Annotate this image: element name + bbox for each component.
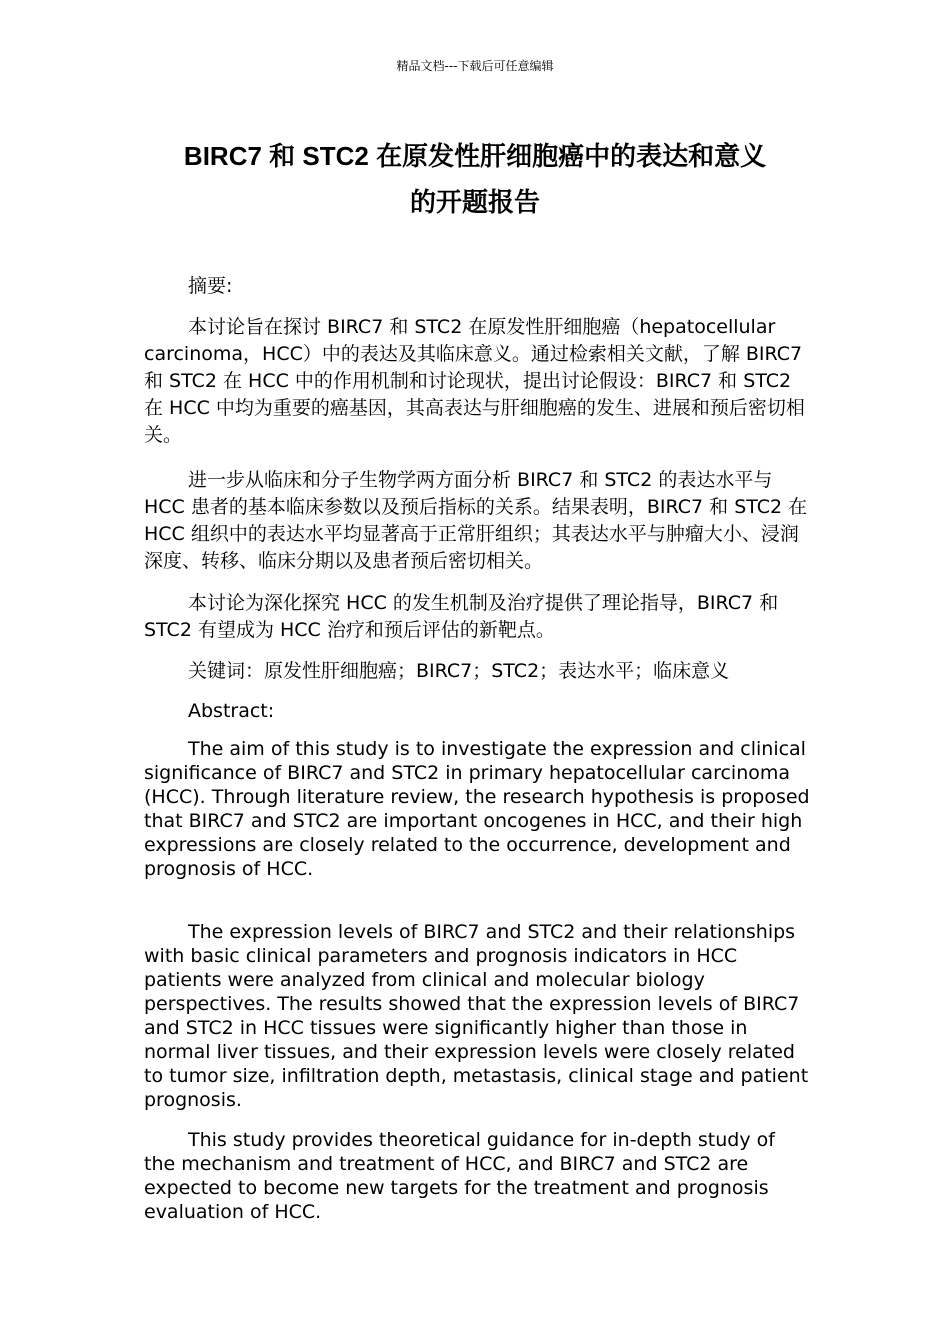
abstract-cn-paragraph-3: 本讨论为深化探究 HCC 的发生机制及治疗提供了理论指导，BIRC7 和 STC2 有望成为 HCC 治疗和预后评估的新靶点。: [144, 592, 779, 641]
document-title-line-2: 的开题报告: [409, 187, 540, 217]
abstract-cn-paragraph-2: 进一步从临床和分子生物学两方面分析 BIRC7 和 STC2 的表达水平与 HCC 患者的基本临床参数以及预后指标的关系。结果表明，BIRC7 和 STC2 在 HCC 组织中的表达水平均显著高于正常肝组织；其表达水平与肿瘤大小、浸润深度、转移、临床分期以及患者预后密切相关。: [144, 469, 808, 572]
abstract-en-label: Abstract:: [188, 700, 275, 722]
abstract-en-paragraph-2: The expression levels of BIRC7 and STC2 and their relationships with basic clinical parameters and prognosis indicators in HCC patients were analyzed from clinical and molecular biology perspectives. The results showed that the expression levels of BIRC7 and STC2 in HCC tissues were significantly higher than those in normal liver tissues, and their expression levels were closely related to tumor size, infiltration depth, metastasis, clinical stage and patient prognosis.: [144, 921, 809, 1111]
keywords: 关键词：原发性肝细胞癌；BIRC7；STC2；表达水平；临床意义: [188, 660, 730, 682]
abstract-en-paragraph-3: This study provides theoretical guidance for in-depth study of the mechanism and treatment of HCC, and BIRC7 and STC2 are expected to become new targets for the treatment and prognosis evaluation of HCC.: [144, 1129, 775, 1223]
abstract-en-paragraph-1: The aim of this study is to investigate the expression and clinical significance of BIRC7 and STC2 in primary hepatocellular carcinoma (HCC). Through literature review, the research hypothesis is proposed that BIRC7 and STC2 are important oncogenes in HCC, and their high expressions are closely related to the occurrence, development and prognosis of HCC.: [144, 738, 810, 880]
document-title-line-1: BIRC7 和 STC2 在原发性肝细胞癌中的表达和意义: [183, 141, 767, 171]
page-header: 精品文档---下载后可任意编辑: [396, 59, 554, 73]
abstract-cn-paragraph-1: 本讨论旨在探讨 BIRC7 和 STC2 在原发性肝细胞癌（hepatocellular carcinoma，HCC）中的表达及其临床意义。通过检索相关文献，了解 BIRC7 和 STC2 在 HCC 中的作用机制和讨论现状，提出讨论假设：BIRC7 和 STC2 在 HCC 中均为重要的癌基因，其高表达与肝细胞癌的发生、进展和预后密切相关。: [144, 316, 805, 446]
abstract-cn-label: 摘要:: [188, 275, 233, 297]
document-title: [120, 133, 830, 225]
